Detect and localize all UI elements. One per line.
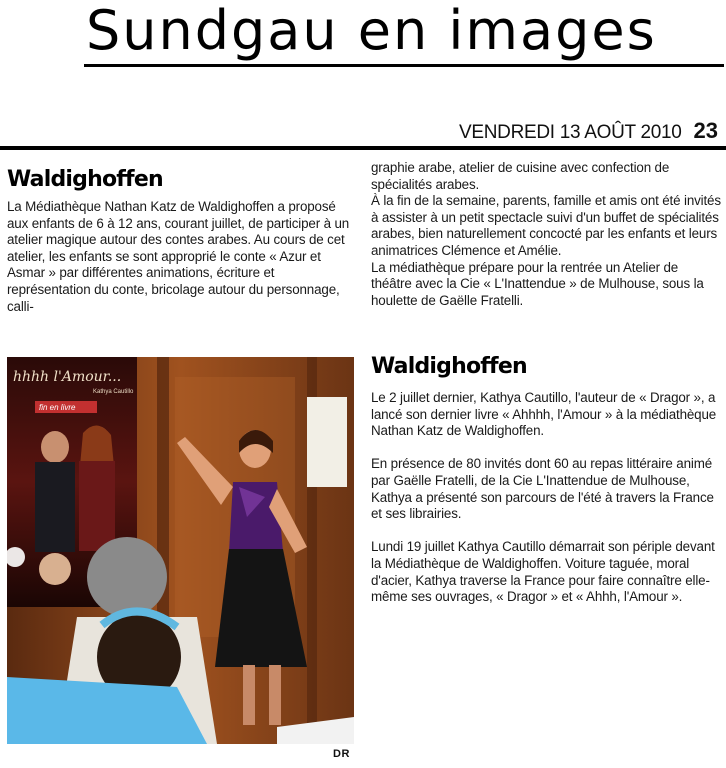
article1-body-right-1: graphie arabe, atelier de cuisine avec confection de spécialités arabes.	[371, 160, 670, 192]
article2-headline: Waldighoffen	[371, 354, 527, 379]
article1-body-right-3: La médiathèque prépare pour la rentrée un Atelier de théâtre avec la Cie « L'Inattendue » de Mulhouse, sous la houlette de Gaëlle Fratelli.	[371, 259, 704, 308]
article2-para-3: Lundi 19 juillet Kathya Cautillo démarrait son périple devant la Médiathèque de Waldighoffen. Voiture taguée, moral d'acier, Kathya traverse la France pour faire connaître elle-même ses ouvrages, « Dragor » et « Ahhh, l'Amour ».	[371, 539, 715, 605]
audience-grey-hair	[87, 537, 167, 617]
article2-para-1: Le 2 juillet dernier, Kathya Cautillo, l'auteur de « Dragor », a lancé son dernier livre « Ahhhh, l'Amour » à la médiathèque Nathan Katz de Waldighoffen.	[371, 390, 717, 439]
issue-date: VENDREDI 13 AOÛT 2010	[459, 122, 682, 143]
page-number: 23	[693, 118, 718, 143]
event-photo	[7, 357, 354, 744]
poster-subtitle: fin en livre	[39, 403, 76, 412]
wall-sign	[307, 397, 347, 487]
article1-body-left: La Médiathèque Nathan Katz de Waldighoffen a proposé aux enfants de 6 à 12 ans, courant juillet, de participer à un atelier magique autour des contes arabes. Au cours de cet atelier, les enfants se sont approprié le conte « Azur et Asmar » par différentes animations, écriture et représentation du conte, bricolage autour du personnage, calli-	[7, 199, 350, 314]
article1-right-column	[371, 160, 721, 309]
poster-figure-child	[39, 553, 71, 585]
event-photo-illustration	[7, 357, 354, 744]
masthead-rule	[84, 64, 724, 67]
photo-credit: DR	[333, 748, 350, 760]
article1-left-column	[7, 167, 357, 315]
article2-para-2: En présence de 80 invités dont 60 au repas littéraire animé par Gaëlle Fratelli, de la Cie L'Inattendue de Mulhouse, Kathya a présenté son parcours de l'été à travers la France et ses librairies.	[371, 456, 714, 522]
article1-body-right-2: À la fin de la semaine, parents, famille et amis ont été invités à assister à un petit spectacle suivi d'un buffet de spécialités arabes, bien naturellement concocté par les enfants et leurs animatrices Clémence et Amélie.	[371, 193, 721, 258]
article1-headline: Waldighoffen	[7, 167, 163, 192]
dateline	[459, 118, 718, 144]
masthead-title: Sundgau en images	[86, 0, 657, 62]
poster-author: Kathya Cautillo	[93, 389, 134, 395]
article2	[371, 354, 721, 606]
poster-figure-man	[41, 431, 69, 463]
poster-title: hhhh l'Amour...	[13, 369, 122, 385]
dateline-rule	[0, 146, 726, 150]
audience-blue-top	[7, 677, 207, 744]
